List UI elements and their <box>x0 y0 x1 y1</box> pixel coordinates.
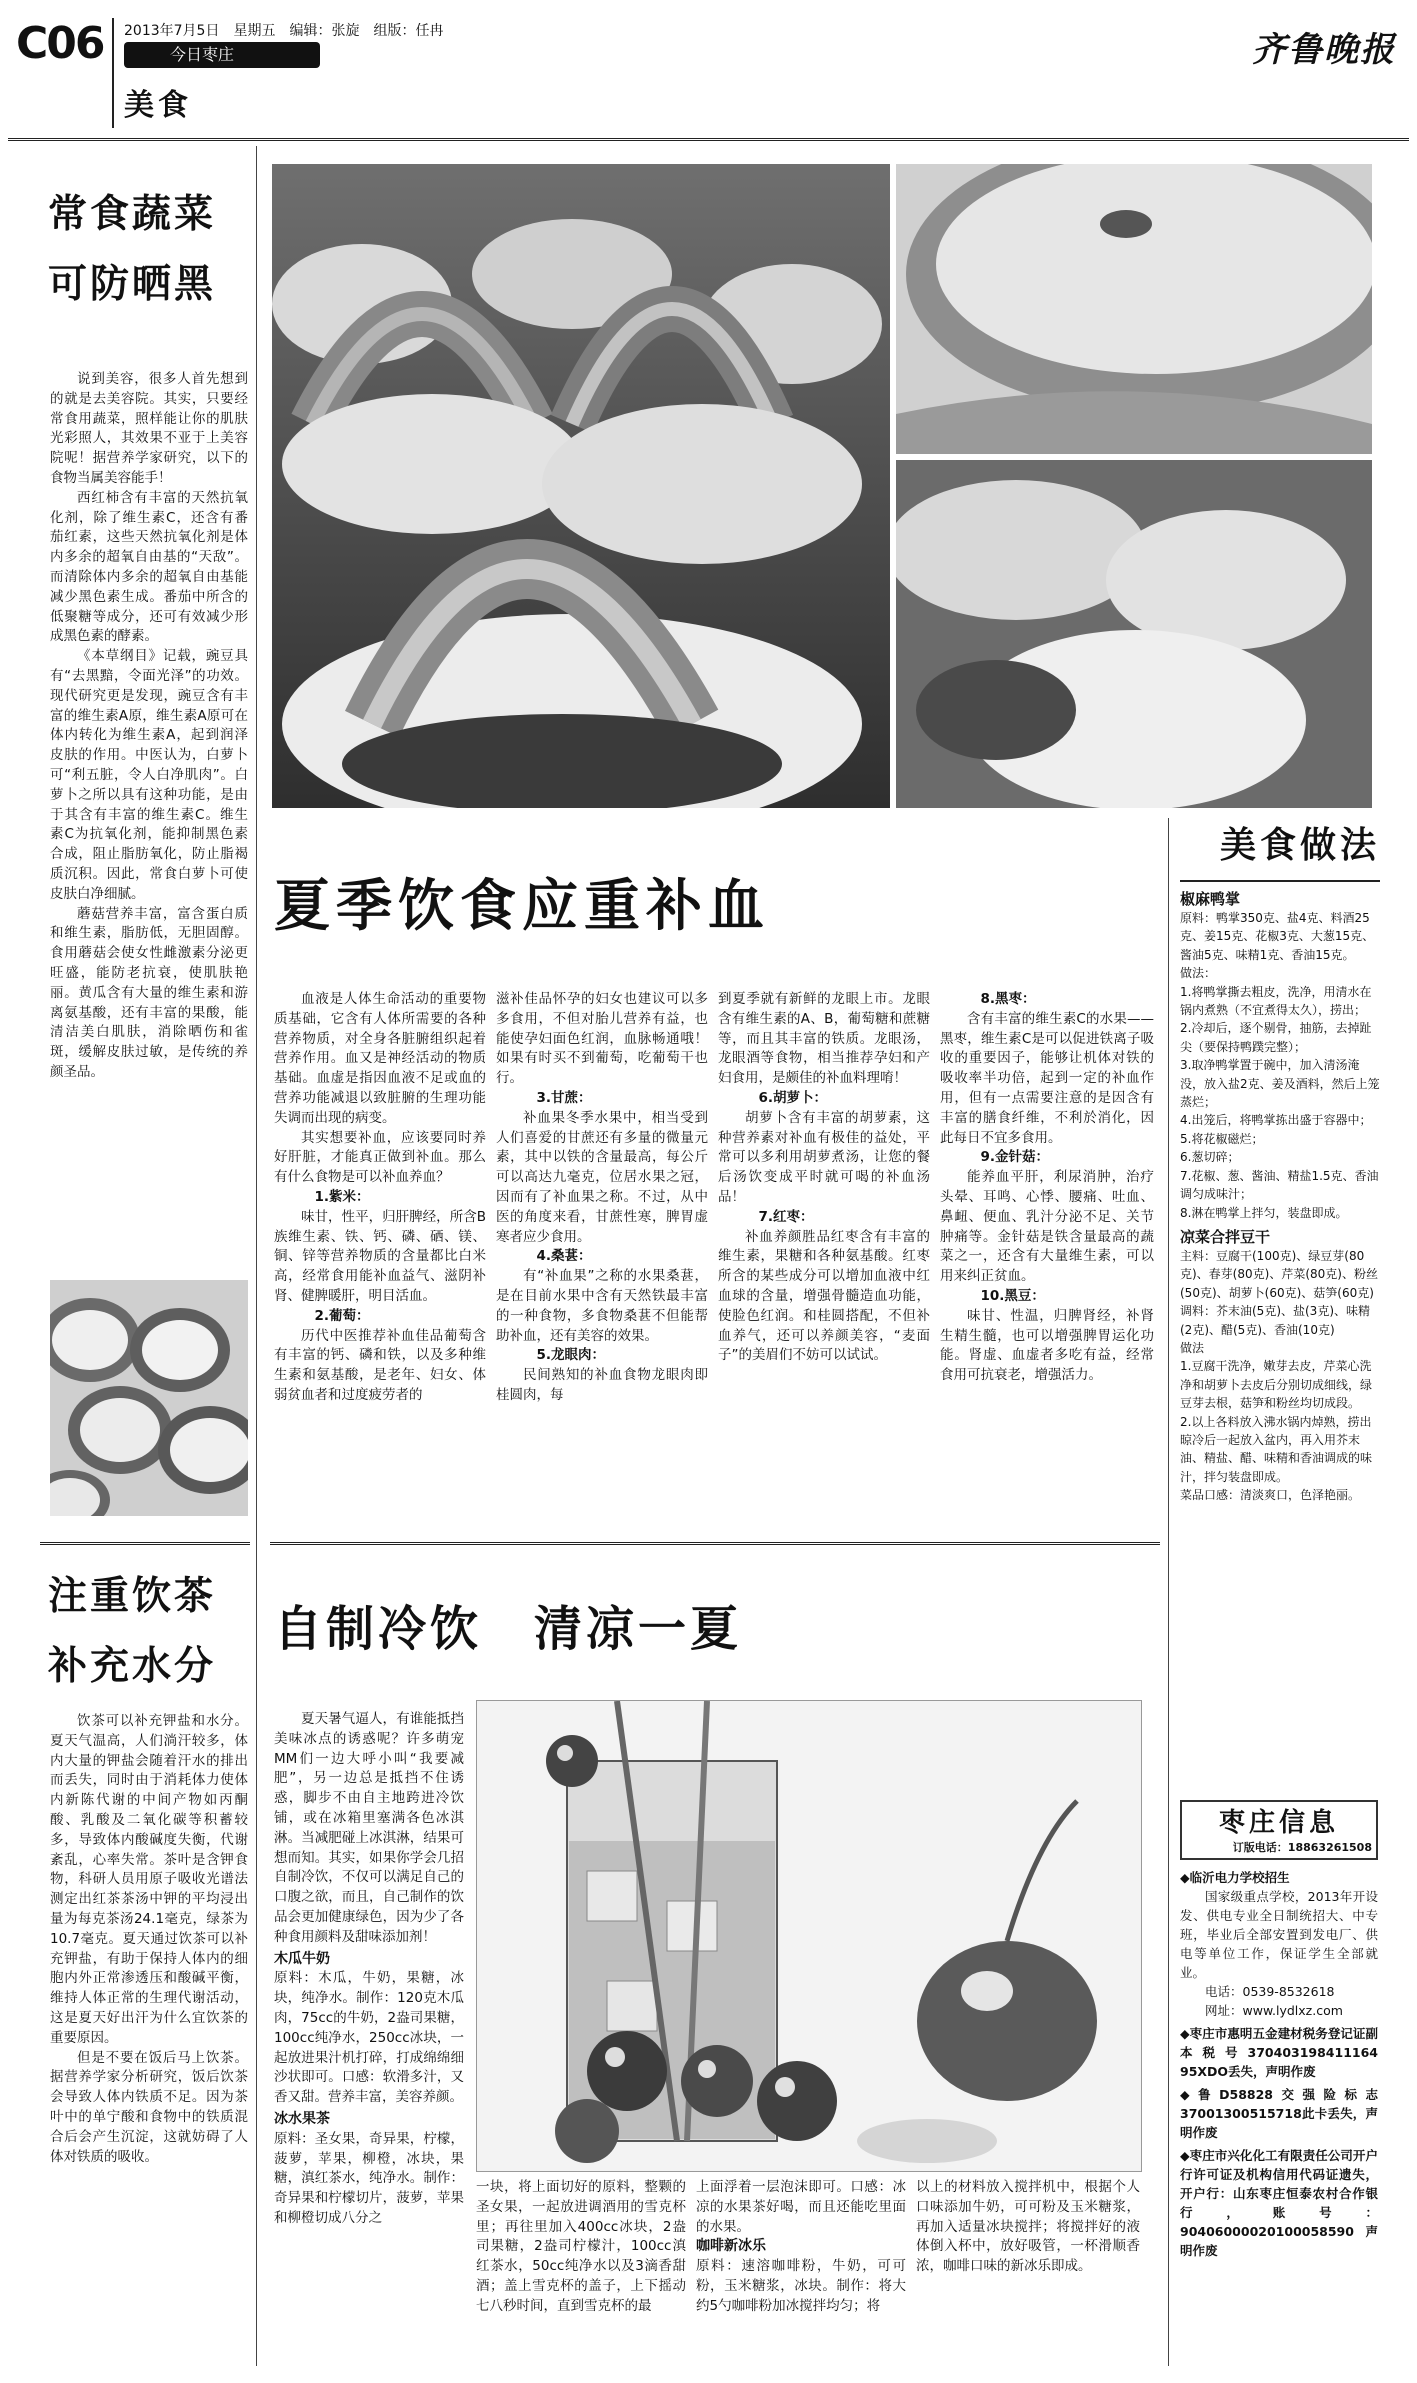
info-hotline: 订版电话：18863261508 <box>1232 1841 1372 1854</box>
recipe1-text: 原料：木瓜，牛奶，果糖，冰块，纯净水。制作：120克木瓜肉，75cc的牛奶，2盎司果糖，100cc纯净水，250cc冰块，一起放进果汁机打碎，打成绵绵细沙状即可。口感：软滑多汁，又香又甜。营养丰富，美容养颜。 <box>274 1970 464 2106</box>
recipe-step: 调料：芥末油(5克)、盐(3克)、味精(2克)、醋(5克)、香油(10克) <box>1180 1304 1370 1337</box>
header-rule <box>8 138 1409 141</box>
recipe-step: 4.出笼后，将鸭掌拣出盛于容器中； <box>1180 1113 1372 1128</box>
recipe-step: 6.葱切碎； <box>1180 1150 1240 1165</box>
date-line: 2013年7月5日 星期五 编辑：张旋 组版：任冉 <box>124 23 444 39</box>
info-item: 网址：www.lydlxz.com <box>1205 2003 1343 2018</box>
info-item: ◆鲁D58828交强险标志370013005157​18此卡丢失，声明作废 <box>1180 2087 1378 2140</box>
sunburn-para-1: 说到美容，很多人首先想到的就是去美容院。其实，只要经常食用蔬菜，照样能让你的肌肤光彩照人，其效果不亚于上美容院呢！据营养学家研究，以下的食物当属美容能手！ <box>50 371 248 486</box>
cold-title: 自制冷饮 清凉一夏 <box>274 1601 743 1657</box>
info-item: ◆临沂电力学校招生 <box>1180 1870 1290 1885</box>
recipe-step: 做法： <box>1180 966 1217 981</box>
food-heading: 4.桑葚： <box>536 1248 592 1265</box>
recipe2-title: 冰水果茶 <box>274 2110 330 2127</box>
recipe-step: 菜品口感：清淡爽口，色泽艳丽。 <box>1180 1488 1361 1503</box>
recipe-step: 1.将鸭掌撕去粗皮，洗净，用清水在锅内煮熟（不宜煮得太久），捞出； <box>1180 984 1372 1018</box>
left-column-divider <box>256 146 257 2366</box>
recipes-panel <box>1180 816 1380 1505</box>
food-heading: 8.黑枣： <box>980 991 1036 1007</box>
recipe-step: 7.花椒、葱、酱油、精盐1.5克、香油调匀成味汁； <box>1180 1168 1379 1202</box>
page-header <box>0 0 1417 140</box>
recipes-title: 美食做法 <box>1219 825 1380 866</box>
recipes-title-rule <box>1180 880 1380 882</box>
food-heading: 2.葡萄： <box>314 1307 370 1324</box>
cold-intro: 夏天暑气逼人，有谁能抵挡美味冰点的诱惑呢？许多萌宠MM们一边大呼小叫“我要减肥”，另一边总是抵挡不住诱惑，脚步不由自主地跨进冷饮铺，或在冰箱里塞满各色冰淇淋。当减肥碰上冰淇淋，结果可想而知。其实，如果你学会几招自制冷饮，不仅可以满足自己的口腹之欲，而且，自己制作的饮品会更加健康绿色，因为少了各种食用颜料及甜味添加剂！ <box>274 1711 464 1945</box>
food-heading: 6.胡萝卜： <box>758 1089 828 1106</box>
porridge-photo <box>896 164 1372 454</box>
blood-paragraph: 滋补佳品怀孕的妇女也建议可以多多食用，不但对胎儿营养有益，也能使孕妇面色红润，血脉畅通哦！如果有时买不到葡萄，吃葡萄干也行。 <box>496 991 708 1087</box>
cold-cont-3: 以上的材料放入搅拌机中，根据个人口味添加牛奶，可可粉及玉米糖浆，再加入适量冰块搅拌；将搅拌好的液体倒入杯中，放好吸管，一杯滑顺香浓，咖啡口味的新冰乐即成。 <box>916 2179 1140 2275</box>
recipe3-title: 咖啡新冰乐 <box>696 2238 766 2255</box>
icecream-photo <box>896 460 1372 808</box>
sunburn-title-line2: 可防晒黑 <box>48 262 217 307</box>
left-section-rule <box>40 1542 250 1545</box>
recipes-divider <box>1168 818 1169 2366</box>
sunburn-para-2: 西红柿含有丰富的天然抗氧化剂，除了维生素C，还含有番茄红素，这些天然抗氧化剂是体内多余的超氧自由基的“天敌”。而清除体内多余的超氧自由基能减少黑色素生成。番茄中所含的低聚糖等成分，还可有效减少形成黑色素的酵素。 <box>50 489 248 645</box>
blood-column-1 <box>274 990 486 1406</box>
blood-paragraph: 含有丰富的维生素C的水果——黑枣，维生素C是可以促进铁离子吸收的重要因子，能够让机体对铁的吸收率半功倍，起到一定的补血作用，但有一点需要注意的是因含有丰富的膳食纤维，不利於消化，因此每日不宜多食用。 <box>940 1010 1154 1146</box>
dish2-title: 凉菜合拌豆干 <box>1180 1227 1271 1246</box>
tea-body <box>50 1712 248 2167</box>
sunburn-para-3: 《本草纲目》记载，豌豆具有“去黑黯，令面光泽”的功效。现代研究更是发现，豌豆含有丰富的维生素A原，维生素A原可在体内转化为维生素A，起到润泽皮肤的作用。中医认为，白萝卜可“利五脏，令人白净肌肉”。白萝卜之所以具有这种功能，是由于其含有丰富的维生素C。维生素C为抗氧化剂，能抑制黑色素合成，阻止脂肪氧化，防止脂褐质沉积。因此，常食白萝卜可使皮肤白净细腻。 <box>50 648 248 902</box>
recipe-step: 8.淋在鸭掌上拌匀，装盘即成。 <box>1180 1205 1348 1220</box>
food-heading: 10.黑豆： <box>980 1287 1045 1304</box>
food-heading: 3.甘蔗： <box>536 1089 592 1106</box>
cucumber-photo <box>50 1280 248 1516</box>
sunburn-title-line1: 常食蔬菜 <box>48 192 217 237</box>
header-divider <box>112 18 114 128</box>
info-title: 枣庄信息 <box>1218 1808 1339 1838</box>
blood-paragraph: 民间熟知的补血食物龙眼肉即桂圆肉，每 <box>496 1367 708 1403</box>
cold-intro-column <box>274 1710 464 2229</box>
blood-paragraph: 味甘，性平，归肝脾经，所含B族维生素、铁、钙、磷、硒、镁、铜、锌等营养物质的含量都比白米高，经常食用能补血益气、滋阴补肾、健脾暖肝，明目活血。 <box>274 1208 486 1304</box>
food-heading: 9.金针菇： <box>980 1149 1050 1166</box>
blood-column-3 <box>718 990 930 1366</box>
sunburn-para-4: 蘑菇营养丰富，富含蛋白质和维生素，脂肪低，无胆固醇。食用蘑菇会使女性雌激素分泌更旺盛，能防老抗衰，使肌肤艳丽。黄瓜含有大量的维生素和游离氨基酸，还有丰富的果酸，能清洁美白肌肤，消除晒伤和雀斑，缓解皮肤过敏，是传统的养颜圣品。 <box>50 905 248 1080</box>
info-item: ◆枣庄市兴化化工有限责任公司开户行许可证及机构信用代码证遗失，开户行：山东枣庄恒泰农村合作银行，账号：90406000020100058590声明作废 <box>1180 2148 1378 2258</box>
tea-para-2: 但是不要在饭后马上饮茶。据营养学家分析研究，饭后饮茶会导致人体内铁质不足。因为茶叶中的单宁酸和食物中的铁质混合后会产生沉淀，这就妨碍了人体对铁质的吸收。 <box>50 2049 248 2165</box>
recipe3-text: 原料：速溶咖啡粉，牛奶，可可粉，玉米糖浆，冰块。制作：将大约5勺咖啡粉加冰搅拌均匀；将 <box>696 2258 906 2314</box>
page-code: C06 <box>16 18 104 69</box>
recipe2-text: 原料：圣女果，奇异果，柠檬，菠萝，苹果，柳橙，冰块，果糖，滇红茶水，纯净水。制作：奇异果和柠檬切片，菠萝，苹果和柳橙切成八分之 <box>274 2130 464 2226</box>
cold-cont-1: 一块，将上面切好的原料，整颗的圣女果，一起放进调酒用的雪克杯里；再往里加入400cc冰块，2盎司果糖，2盎司柠檬汁，100cc滇红茶水，50cc纯净水以及3滴香甜酒；盖上雪克杯的盖子，上下摇动七八秒时间，直到雪克杯的最 <box>476 2179 686 2314</box>
masthead-logo: 齐鲁晚报 <box>1252 30 1396 70</box>
info-header <box>1180 1800 1378 1860</box>
tea-title-line1: 注重饮茶 <box>48 1574 217 1619</box>
recipe-step: 原料：鸭掌350克、盐4克、料酒25克、姜15克、花椒3克、大葱15克、酱油5克、味精1克、香油15克。 <box>1180 911 1375 962</box>
blood-paragraph: 味甘、性温，归脾肾经，补肾生精生髓，也可以增强脾胃运化功能。肾虚、血虚者多吃有益，经常食用可抗衰老，增强活力。 <box>940 1307 1154 1384</box>
info-item: 电话：0539-8532618 <box>1205 1984 1335 1999</box>
food-heading: 7.红枣： <box>758 1208 814 1225</box>
blood-title: 夏季饮食应重补血 <box>274 874 770 939</box>
recipe-step: 2.以上各料放入沸水锅内焯熟，捞出晾冷后一起放入盆内，再入用芥末油、精盐、醋、味精和香油调成的味汁，拌匀装盘即成。 <box>1180 1414 1373 1484</box>
blood-paragraph: 能养血平肝，利尿消肿，治疗头晕、耳鸣、心悸、腰痛、吐血、鼻衄、便血、乳汁分泌不足、关节肿痛等。金针菇是铁含量最高的蔬菜之一，还含有大量维生素，可以用来纠正贫血。 <box>940 1169 1154 1285</box>
cold-cont-2-column <box>696 2178 906 2317</box>
recipe-step: 1.豆腐干洗净，嫩芽去皮，芹菜心洗净和胡萝卜去皮后分别切成细线，绿豆芽去根，菇笋和粉丝均切成段。 <box>1180 1359 1373 1411</box>
section-tag-label: 今日枣庄 <box>170 45 235 64</box>
dish1-title: 椒麻鸭掌 <box>1180 890 1241 908</box>
recipe-step: 3.取净鸭掌置于碗中，加入清汤淹没，放入盐2克、姜及酒料，然后上笼蒸烂； <box>1180 1058 1380 1110</box>
tea-title-line2: 补充水分 <box>48 1644 217 1689</box>
tea-title <box>48 1562 248 1702</box>
info-items <box>1180 1868 1378 2260</box>
cherry-drink-illustration <box>476 1700 1142 2172</box>
recipe-step: 做法 <box>1180 1340 1205 1355</box>
mid-section-rule <box>270 1542 1160 1545</box>
section-tag <box>124 42 320 68</box>
info-item: 国家级重点学校，2013年开设发、供电专业全日制统招大、中专班，毕业后全部安置到发电厂、供电等单位工作，保证学生全部就业。 <box>1180 1889 1378 1980</box>
blood-paragraph: 其实想要补血，应该要同时养好肝脏，才能真正做到补血。那么有什么食物是可以补血养血？ <box>274 1129 486 1186</box>
cupcake-photo <box>272 164 890 808</box>
info-item: ◆枣庄市惠明五金建材税务登记证副本税号370403198411164​95XDO丢失，声明作废 <box>1180 2026 1378 2079</box>
recipe-step: 2.冷却后，逐个剔骨，抽筋，去掉趾尖（要保持鸭蹼完整）； <box>1180 1021 1372 1054</box>
recipe1-title: 木瓜牛奶 <box>274 1950 330 1967</box>
blood-column-2 <box>496 990 708 1406</box>
blood-paragraph: 胡萝卜含有丰富的胡萝素，这种营养素对补血有极佳的益处，平常可以多利用胡萝煮汤，让您的餐后汤饮变成平时就可喝的补血汤品！ <box>718 1109 930 1205</box>
tea-para-1: 饮茶可以补充钾盐和水分。夏天气温高，人们淌汗较多，体内大量的钾盐会随着汗水的排出而丢失，同时由于消耗体力使体内新陈代谢的中间产物如丙酮酸、乳酸及二氧化碳等积蓄较多，导致体内酸碱度失衡，代谢紊乱，心率失常。茶叶是含钾食物，科研人员用原子吸收光谱法测定出红茶茶汤中钾的平均浸出量为每克茶汤24.1毫克，绿茶为10.7毫克。夏天通过饮茶可以补充钾盐，有助于保持人体内的细胞内外正常渗透压和酸碱平衡，维持人体正常的生理代谢活动，这是夏天好出汗为什么宜饮茶的重要原因。 <box>50 1713 248 2046</box>
blood-paragraph: 有“补血果”之称的水果桑葚，是在目前水果中含有天然铁最丰富的一种食物，多食物桑葚不但能帮助补血，还有美容的效果。 <box>496 1268 708 1344</box>
sunburn-body <box>50 370 248 1083</box>
blood-paragraph: 到夏季就有新鲜的龙眼上市。龙眼含有维生素的A、B，葡萄糖和蔗糖等，而且其丰富的铁质。龙眼汤，龙眼酒等食物，相当推荐孕妇和产妇食用，是颇佳的补血料理唷！ <box>718 991 930 1087</box>
food-heading: 5.龙眼肉： <box>536 1347 606 1364</box>
dish1-steps <box>1180 909 1380 1222</box>
blood-paragraph: 补血养颜胜品红枣含有丰富的维生素，果糖和各种氨基酸。红枣所含的某些成分可以增加血液中红血球的含量，增强骨髓造血功能，使脸色红润。和桂圆搭配，不但补血养气，还可以养颜美容，“麦面子”的美眉们不妨可以试试。 <box>718 1228 930 1364</box>
blood-paragraph: 血液是人体生命活动的重要物质基础，它含有人体所需要的各种营养物质，对全身各脏腑组织起着营养作用。血又是神经活动的物质基础。血虚是指因血液不足或血的营养功能减退以致脏腑的生理功能失调而出现的病变。 <box>274 991 486 1126</box>
food-heading: 1.紫米： <box>314 1188 370 1205</box>
cold-cont-2: 上面浮着一层泡沫即可。口感：冰凉的水果茶好喝，而且还能吃里面的水果。 <box>696 2179 906 2235</box>
recipe-step: 5.将花椒磁烂； <box>1180 1131 1264 1146</box>
section-title: 美食 <box>124 88 192 123</box>
blood-column-4 <box>940 990 1154 1386</box>
recipe-step: 主料：豆腐干(100克)、绿豆芽(80克)、春芽(80克)、芹菜(80克)、粉丝(50克)、胡萝卜(60克)、菇笋(60克) <box>1180 1248 1378 1300</box>
sunburn-title <box>48 180 248 320</box>
blood-paragraph: 补血果冬季水果中，相当受到人们喜爱的甘蔗还有多量的微量元素，其中以铁的含量最高，每公斤可以高达九毫克，位居水果之冠，因而有了补血果之称。不过，从中医的角度来看，甘蔗性寒，脾胃虚寒者应少食用。 <box>496 1109 708 1245</box>
blood-paragraph: 历代中医推荐补血佳品葡萄含有丰富的钙、磷和铁，以及多种维生素和氨基酸，是老年、妇女、体弱贫血者和过度疲劳者的 <box>274 1327 486 1403</box>
info-panel <box>1180 1800 1378 2260</box>
dish2-steps <box>1180 1247 1380 1505</box>
